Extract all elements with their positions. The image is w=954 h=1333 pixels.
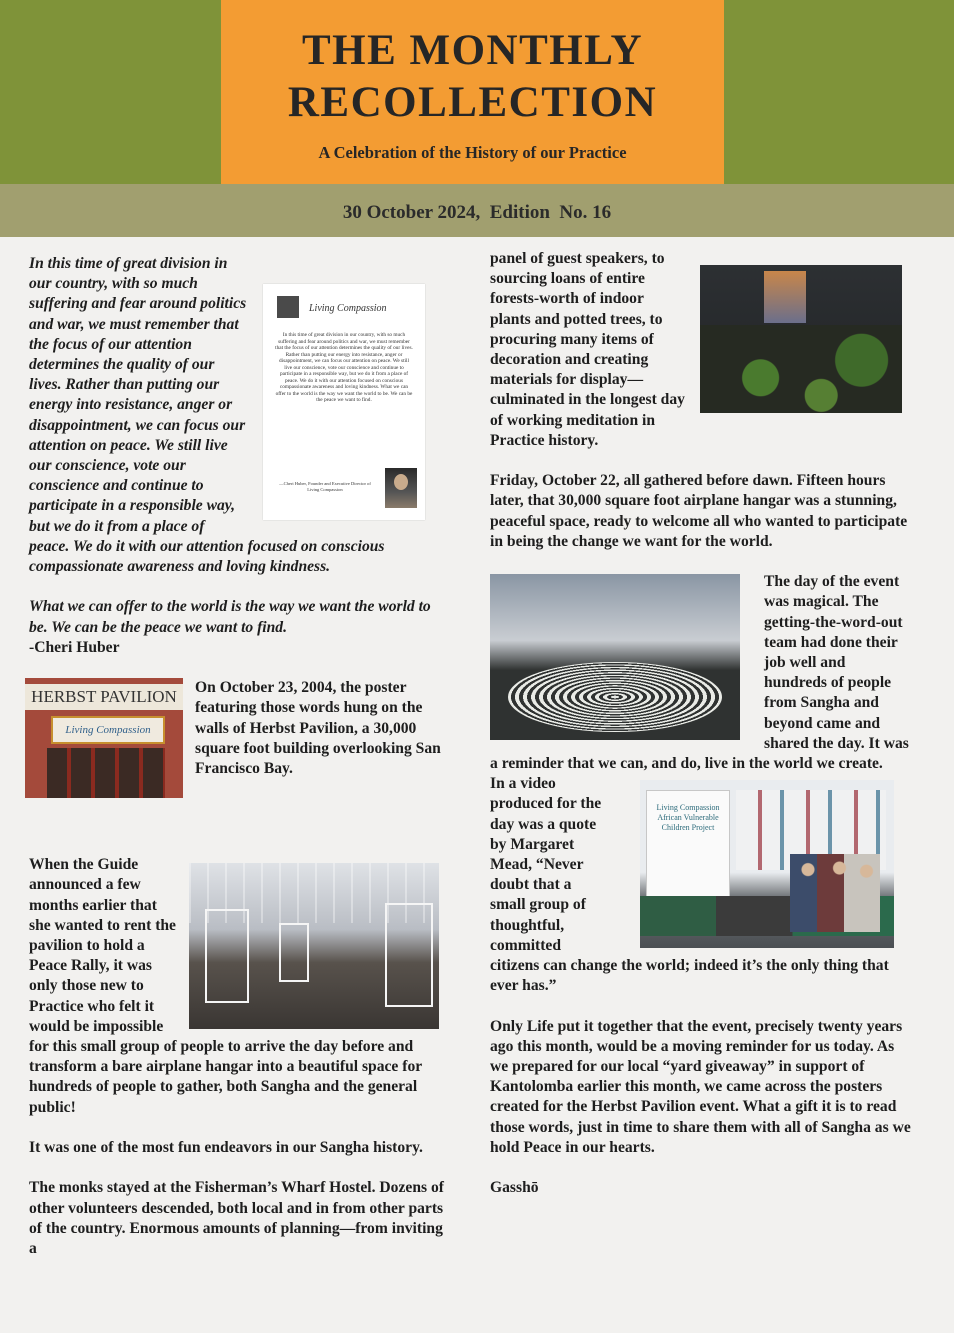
edition-date: 30 October 2024, Edition No. 16 (0, 184, 954, 237)
herbst-windows (47, 748, 165, 798)
hangar-frame (205, 909, 249, 1003)
newsletter-title (221, 0, 724, 129)
poster-signature: —Cheri Huber, Founder and Executive Director of Living Compassion (279, 481, 371, 492)
title-line-2: RECOLLECTION (287, 79, 658, 126)
left-column (29, 254, 447, 1279)
painting-on-wall (764, 271, 806, 323)
para-panel: panel of guest speakers, to sourcing loans of entire forests-worth of indoor plants and potted trees, to procuring many items of decoration and creating materials for display—culminated in the longest day of working meditation in Practice history. (490, 250, 685, 449)
herbst-sign: HERBST PAVILION (25, 684, 183, 710)
para-day: The day of the event was magical. The getting-the-word-out team had done their job well and hundreds of people from Sangha and beyond came and shared the day. It was a reminder that we can, and do, live in the world we create. (490, 573, 909, 773)
title-line-1: THE MONTHLY (301, 27, 644, 74)
portrait-photo (385, 468, 417, 508)
labyrinth-photo (490, 574, 740, 740)
closing-gassho: Gasshō (490, 1179, 539, 1197)
newsletter-subtitle: A Celebration of the History of our Practice (318, 143, 627, 162)
poster-body: In this time of great division in our country, with so much suffering and fear around politics and war, we must remember that the focus of our attention determines the quality of our lives. Rather than putting our energy into resistance, anger or disappointment, we can focus our attention on peace. We still live our conscience, vote our conscience and continue to participate in a responsible way, but we do it from a place of peace. We do it with our attention focused on conscious compassionate awareness and loving kindness. What we can offer to the world is the way we want the world to be. We can be the peace we want to find. (275, 332, 413, 403)
para-video: In a video produced for the day was a quote by Margaret Mead, “Never doubt that a small group of thoughtful, committed citizens can change the world; indeed it’s the only thing that ever has.” (490, 775, 889, 995)
empty-hangar-photo (189, 863, 439, 1029)
para-life: Only Life put it together that the event, precisely twenty years ago this month, would be a moving reminder for us today. As we prepared for our local “yard giveaway” in support of Kantolomba earlier this month, we came across the posters created for the Herbst Pavilion event. What a gift it is to read those words, just in time to share them with all of Sangha as we hold Peace in our hearts. (490, 1017, 911, 1156)
display-booth-photo (640, 780, 894, 948)
para-friday: Friday, October 22, all gathered before dawn. Fifteen hours later, that 30,000 square foot airplane hangar was a stunning, peaceful space, ready to welcome all who wanted to participate in being the change we want for the world. (490, 472, 908, 550)
poster-title: Living Compassion (309, 303, 387, 314)
hangar-frame (385, 903, 433, 1007)
labyrinth-floor (508, 662, 722, 732)
right-column (490, 249, 912, 1219)
herbst-banner: Living Compassion (51, 716, 165, 744)
para-guide: When the Guide announced a few months earlier that she wanted to rent the pavilion to hold a Peace Rally, it was only those new to Practice who felt it would be impossible for this small group of people to arrive the day before and transform a bare airplane hangar into a beautiful space for hundreds of people to gather, both Sangha and the general public! (29, 856, 422, 1116)
quote-offer: What we can offer to the world is the way we want the world to be. We can be the peace we want to find. (29, 598, 431, 636)
visitors (790, 854, 880, 932)
para-monks: The monks stayed at the Fisherman’s Wharf Hostel. Dozens of other volunteers descended, both local and in from other parts of the country. Enormous amounts of planning—from inviting a (29, 1179, 444, 1258)
para-fun: It was one of the most fun endeavors in our Sangha history. (29, 1139, 423, 1157)
para-october: On October 23, 2004, the poster featuring those words hung on the walls of Herbst Pavilion, a 30,000 square foot building overlooking San Francisco Bay. (195, 679, 441, 778)
poster-logo-icon (277, 296, 299, 318)
title-box (221, 0, 724, 184)
masthead (0, 0, 954, 184)
hangar-frame (279, 923, 309, 982)
herbst-pavilion-photo (25, 678, 183, 798)
intro-quote: In this time of great division in our country, with so much suffering and fear around politics and war, we must remember that the focus of our attention determines the quality of our lives. Rather than putting our energy into resistance, anger or disappointment, we can focus our attention on peace. We still live our conscience, vote our conscience and continue to participate in a responsible way, but we do it from a place of peace. We do it with our attention focused on conscious compassionate awareness and loving kindness. (29, 255, 385, 576)
booth-board: Living Compassion African Vulnerable Children Project (646, 790, 730, 908)
potted-plants (700, 325, 902, 413)
quote-attribution: -Cheri Huber (29, 638, 120, 656)
living-compassion-poster-image (263, 284, 425, 520)
indoor-plants-photo (700, 265, 902, 413)
